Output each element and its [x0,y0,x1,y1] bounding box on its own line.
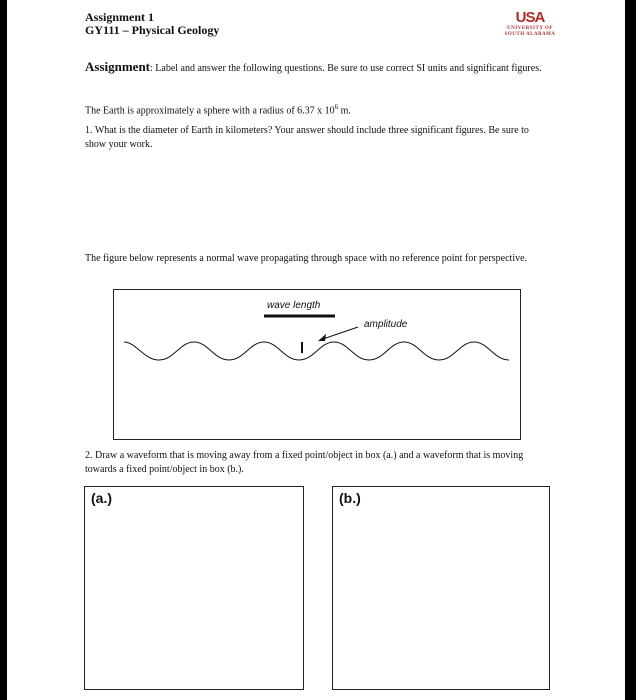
figure-intro: The figure below represents a normal wave propagating through space with no reference point for perspective. [85,253,528,264]
radius-text: The Earth is approximately a sphere with a radius of 6.37 x 10 [85,105,335,117]
radius-exponent: 6 [334,103,339,111]
logo-line-1: UNIVERSITY OF [507,26,553,31]
course-title: GY111 – Physical Geology [85,23,220,37]
wavelength-label: wave length [267,300,321,311]
amplitude-label: amplitude [364,319,408,330]
sine-wave [124,342,509,360]
document-page [7,0,625,700]
amplitude-arrow [320,327,358,340]
radius-statement [85,100,550,118]
wave-figure [113,289,521,440]
logo-line-2: SOUTH ALABAMA [504,32,556,37]
wave-diagram [114,290,520,439]
assignment-instructions [85,60,550,76]
box-b-label: (b.) [339,490,361,506]
usa-logo-mark: USA [515,9,545,26]
instructions-text: : Label and answer the following questions. Be sure to use correct SI units and significant figures. [150,63,542,74]
amplitude-arrowhead [318,334,326,341]
assignment-number: Assignment 1 [85,10,155,24]
answer-box-a[interactable] [84,486,304,690]
assignment-heading: Assignment [85,59,151,74]
question-2: 2. Draw a waveform that is moving away from a fixed point/object in box (a.) and a waveform that is moving towards a fixed point/object in box (b.). [85,450,524,475]
university-logo [490,9,570,38]
radius-unit: m. [338,105,351,117]
answer-box-b[interactable] [332,486,550,690]
question-1: 1. What is the diameter of Earth in kilometers? Your answer should include three significant figures. Be sure to show your work. [85,125,529,150]
box-a-label: (a.) [91,490,112,506]
